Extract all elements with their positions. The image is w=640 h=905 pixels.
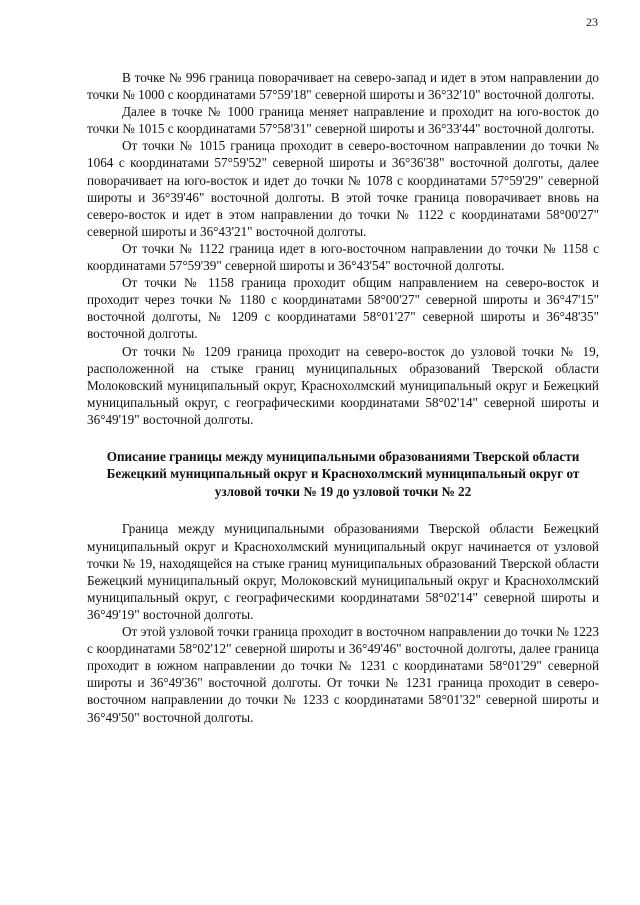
document-body [87,69,599,726]
page-number: 23 [586,15,598,29]
paragraph: В точке № 996 граница поворачивает на северо-запад и идет в этом направлении до точки № 1000 с координатами 57°59'18" северной широты и 36°32'10" восточной долготы. [87,70,599,103]
paragraph: Далее в точке № 1000 граница меняет направление и проходит на юго-восток до точки № 1015 с координатами 57°58'31" северной широты и 36°33'44" восточной долготы. [87,104,599,137]
paragraph: От точки № 1209 граница проходит на северо-восток до узловой точки № 19, расположенной на стыке границ муниципальных образований Тверской области Молоковский муниципальный округ, Краснохолмский муниципальный округ и Бежецкий муниципальный округ, с географическими координатами 58°02'14" северной широты и 36°49'19" восточной долготы. [87,343,599,427]
paragraph: От точки № 1158 граница проходит общим направлением на северо-восток и проходит через точки № 1180 с координатами 58°00'27" северной широты и 36°47'15" восточной долготы, № 1209 с координатами 58°01'27" северной широты и 36°48'35" восточной долготы. [87,275,599,342]
paragraph: От точки № 1122 граница идет в юго-восточном направлении до точки № 1158 с координатами 57°59'39" северной широты и 36°43'54" восточной долготы. [87,240,599,274]
paragraph: Граница между муниципальными образованиями Тверской области Бежецкий муниципальный округ и Краснохолмский муниципальный округ начинается от узловой точки № 19, находящейся на стыке границ муниципальных образований Тверской области Бежецкий муниципальный округ, Молоковский муниципальный округ и Краснохолмский муниципальный округ, с географическими координатами 58°02'14" северной широты и 36°49'19" восточной долготы. [87,521,599,622]
paragraph: От этой узловой точки граница проходит в восточном направлении до точки № 1223 с координатами 58°02'12" северной широты и 36°49'46" восточной долготы, далее граница проходит в южном направлении до точки № 1231 с координатами 58°01'29" северной широты и 36°49'36" восточной долготы. От точки № 1231 граница проходит в северо-восточном направлении до точки № 1233 с координатами 58°01'32" северной широты и 36°49'50" восточной долготы. [87,624,599,725]
paragraph: От точки № 1015 граница проходит в северо-восточном направлении до точки № 1064 с координатами 57°59'52" северной широты и 36°36'38" восточной долготы, далее поворачивает на юго-восток и идет до точки № 1078 с координатами 57°59'29" северной широты и 36°39'46" восточной долготы. В этой точке граница поворачивает вновь на северо-восток и идет в этом направлении до точки № 1122 с координатами 58°00'27" северной широты и 36°43'21" восточной долготы. [87,138,599,239]
section-heading: Описание границы между муниципальными образованиями Тверской области Бежецкий муниципальный округ и Краснохолмский муниципальный округ от узловой точки № 19 до узловой точки № 22 [106,448,580,499]
